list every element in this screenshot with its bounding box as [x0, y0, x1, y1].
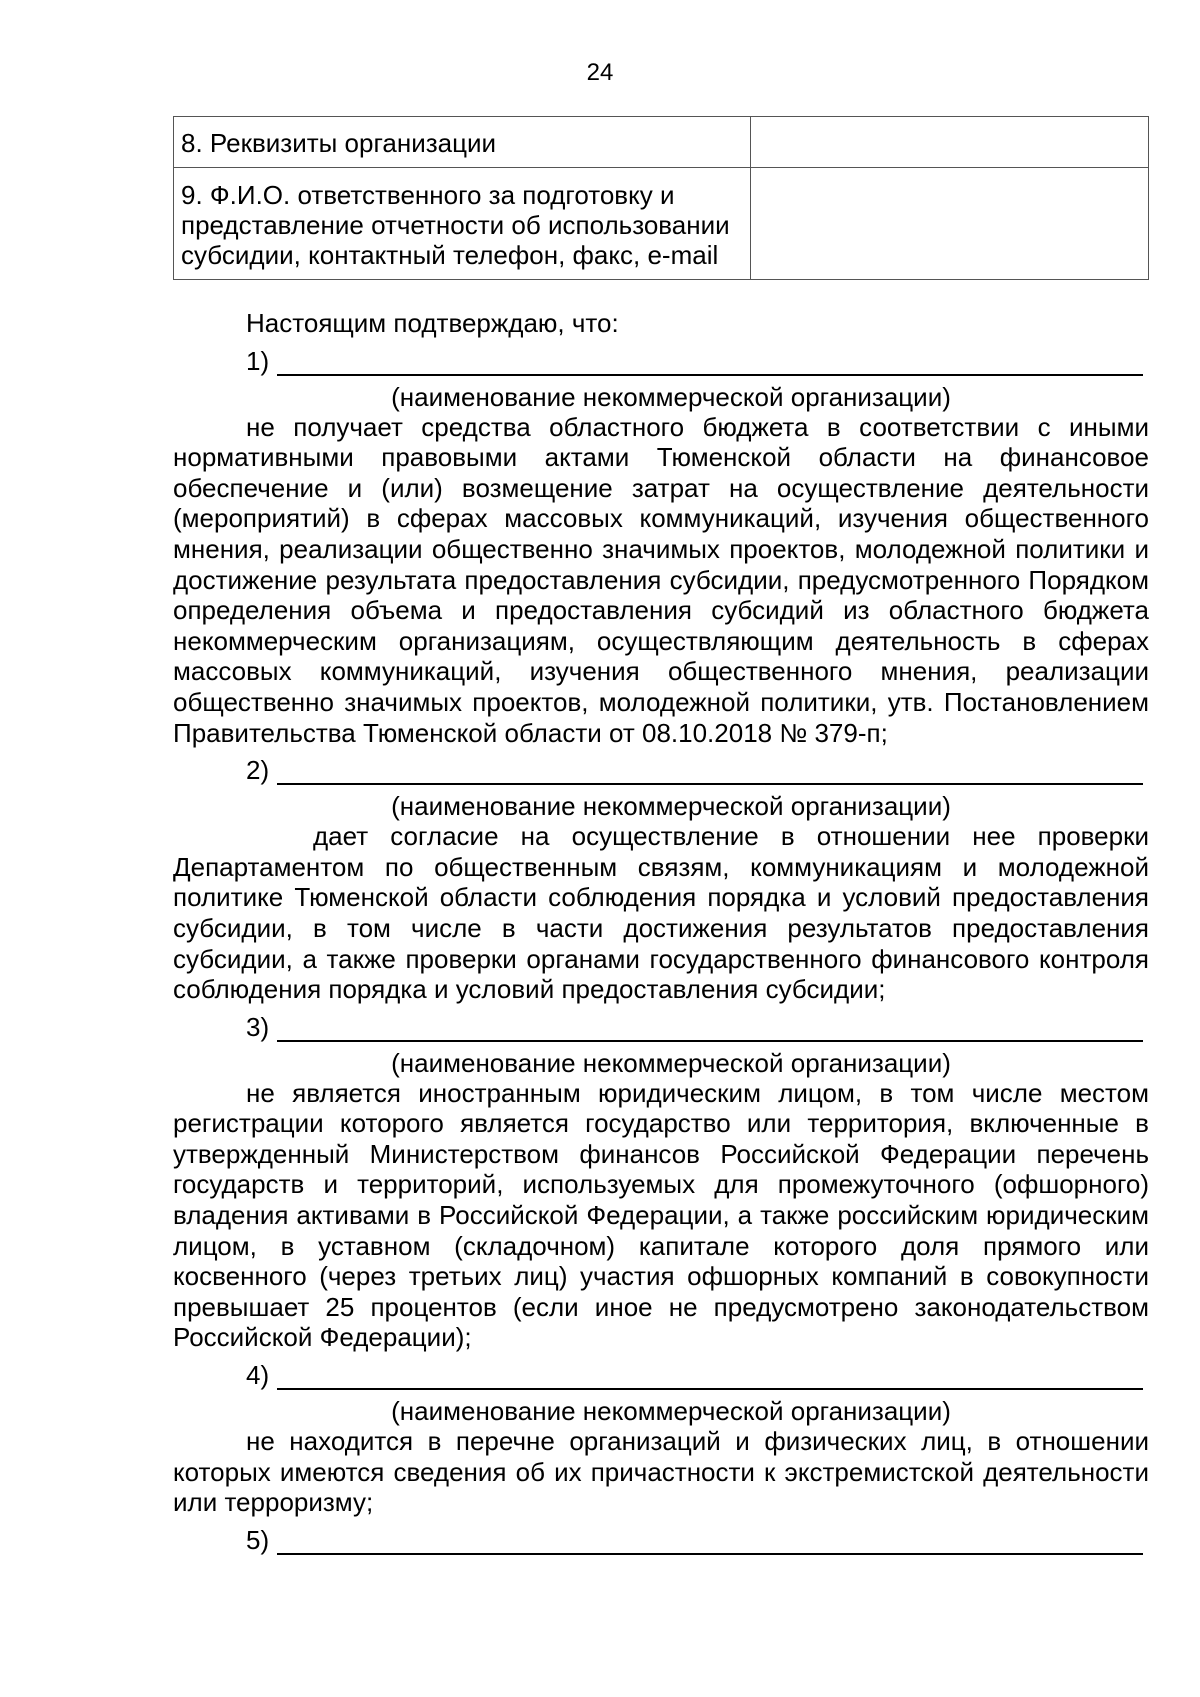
underline: [277, 1553, 1143, 1555]
table-row: [174, 117, 1149, 168]
blank-line-3[interactable]: [173, 1008, 1149, 1048]
underline: [277, 1040, 1143, 1042]
intro-text: Настоящим подтверждаю, что:: [246, 308, 619, 338]
blank-line-2[interactable]: [173, 751, 1149, 791]
caption: (наименование некоммерческой организации): [391, 791, 951, 822]
underline: [277, 783, 1143, 785]
item-text-4: не находится в перечне организаций и физических лиц, в отношении которых имеются сведения об их причастности к экстремистской деятельности или терроризму;: [173, 1426, 1149, 1518]
caption: (наименование некоммерческой организации): [391, 1047, 951, 1078]
table-cell-value[interactable]: [751, 168, 1149, 280]
blank-line-5[interactable]: [173, 1521, 1149, 1561]
item-number: 3): [246, 1011, 270, 1042]
item-text-3: не является иностранным юридическим лицом, в том числе местом регистрации которого является государство или территория, включенные в утвержденный Министерством финансов Российской Федерации перечень государств и территорий, используемых для промежуточного (офшорного) владения активами в Российской Федерации, а также российским юридическим лицом, в уставном (складочном) капитале которого доля прямого или косвенного (через третьих лиц) участия офшорных компаний в совокупности превышает 25 процентов (если иное не предусмотрено законодательством Российской Федерации);: [173, 1077, 1149, 1353]
underline: [277, 374, 1143, 376]
table-cell-label: 8. Реквизиты организации: [174, 117, 751, 168]
caption: (наименование некоммерческой организации): [391, 1396, 951, 1427]
requisites-table: [173, 116, 1149, 280]
item-text-2: дает согласие на осуществление в отношении нее проверки Департаментом по общественным связям, коммуникациям и молодежной политике Тюменской области соблюдения порядка и условий предоставления субсидии, в том числе в части достижения результатов предоставления субсидии, а также проверки органами государственного финансового контроля соблюдения порядка и условий предоставления субсидии;: [173, 821, 1149, 1005]
item-number: 5): [246, 1524, 270, 1555]
table-cell-label: 9. Ф.И.О. ответственного за подготовку и представление отчетности об использовании субсидии, контактный телефон, факс, e-mail: [174, 168, 751, 280]
table-cell-value[interactable]: [751, 117, 1149, 168]
item-number: 1): [246, 345, 270, 376]
blank-line-4[interactable]: [173, 1356, 1149, 1396]
table-row: [174, 168, 1149, 280]
item-number: 4): [246, 1360, 270, 1391]
item-text-1: не получает средства областного бюджета в соответствии с иными нормативными правовыми актами Тюменской области на финансовое обеспечение и (или) возмещение затрат на осуществление деятельности (мероприятий) в сферах массовых коммуникаций, изучения общественного мнения, реализации общественно значимых проектов, молодежной политики и достижение результата предоставления субсидии, предусмотренного Порядком определения объема и предоставления субсидий из областного бюджета некоммерческим организациям, осуществляющим деятельность в сферах массовых коммуникаций, изучения общественного мнения, реализации общественно значимых проектов, молодежной политики, утв. Постановлением Правительства Тюменской области от 08.10.2018 № 379-п;: [173, 411, 1149, 748]
item-number: 2): [246, 755, 270, 786]
underline: [277, 1388, 1143, 1390]
caption: (наименование некоммерческой организации): [391, 381, 951, 412]
blank-line-1[interactable]: [173, 342, 1149, 382]
document-body: [173, 308, 1149, 1561]
page-number: 24: [586, 59, 614, 86]
